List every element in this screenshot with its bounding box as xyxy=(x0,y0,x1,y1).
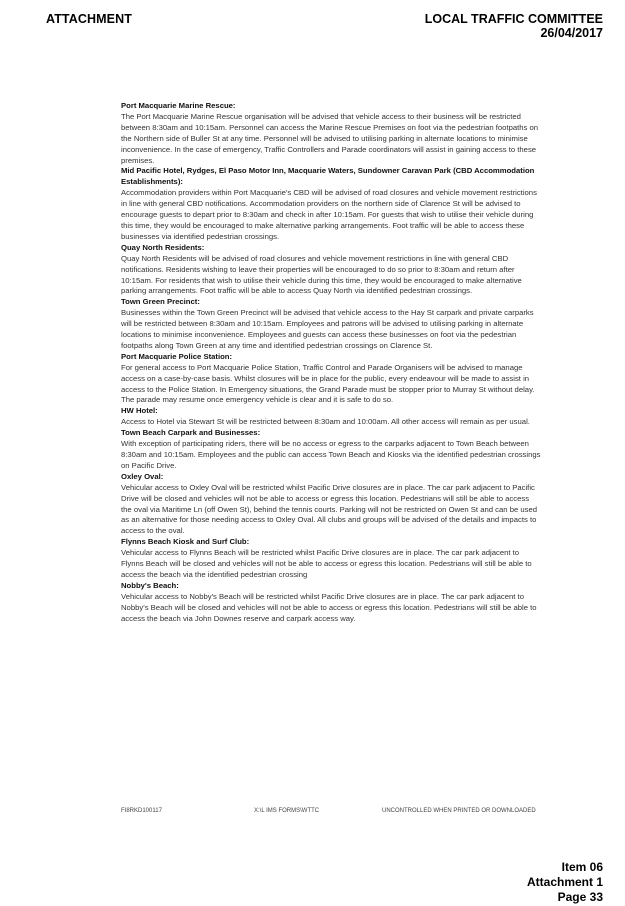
section-text: For general access to Port Macquarie Police Station, Traffic Control and Parade Organisers will be advised to manage access on a case-by-case basis. Whilst closures will be in place for the public, every endeavour will be made to assist in access to the Police Station. In Emergency situations, the Grand Parade must be stopper prior to Murray St without delay. The parade may resume once emergency vehicle is clear and it is safe to do so. xyxy=(121,362,535,405)
section xyxy=(121,472,541,537)
section-heading: Town Green Precinct: xyxy=(121,297,200,307)
section xyxy=(121,537,541,581)
section-heading: Oxley Oval: xyxy=(121,471,164,481)
section-text: Businesses within the Town Green Precinct will be advised that vehicle access to the Hay St carpark and private carparks will be restricted between 8:30am and 10:15am. Employees and patrons will be advised to utilising parking in alternate locations to minimise inconvenience. Employees and guests can access these businesses on foot via the pedestrian footpaths along Town Green at any time and identified pedestrian crossings on Clarence St. xyxy=(121,308,534,350)
section-heading: Town Beach Carpark and Businesses: xyxy=(121,428,261,438)
footer-doc-code: FI8RKD100117 xyxy=(121,808,162,814)
footer-notice: UNCONTROLLED WHEN PRINTED OR DOWNLOADED xyxy=(382,808,536,814)
section xyxy=(121,428,541,472)
section-heading: Quay North Residents: xyxy=(121,242,205,252)
section-text: Access to Hotel via Stewart St will be restricted between 8:30am and 10:00am. All other access will remain as per usual. xyxy=(121,417,530,427)
section-heading: Flynns Beach Kiosk and Surf Club: xyxy=(121,537,250,547)
section-heading: HW Hotel: xyxy=(121,406,158,416)
section-text: Accommodation providers within Port Macquarie's CBD will be advised of road closures and vehicle movement restrictions in line with general CBD notifications. Accommodation providers on the northern side of Clarence St will be advised to encourage guests to depart prior to 8:30am and check in after 10:15am. For guests that wish to utilise their vehicle during this time, they would be encouraged to make alternative parking arrangements. Foot traffic will be able to access these businesses via identified pedestrian crossings. xyxy=(121,188,537,241)
committee-title: LOCAL TRAFFIC COMMITTEE xyxy=(424,12,603,26)
footer-path: X:\L IMS FORMS\WTTC xyxy=(254,808,320,814)
header-committee xyxy=(425,12,603,40)
section xyxy=(121,101,541,166)
header-attachment: ATTACHMENT xyxy=(46,12,132,26)
section xyxy=(121,297,541,352)
document-body xyxy=(121,101,541,625)
section-text: Vehicular access to Oxley Oval will be restricted whilst Pacific Drive closures are in place. The car park adjacent to Pacific Drive will be closed and vehicles will not be able to access or egress this location. Pedestrians will still be able to access the oval via Maritime Ln (off Owen St), behind the tennis courts. Parking will not be restricted on Owen St and can be used as an alternative for those needing access to Oxley Oval. All clubs and groups will be advised of the details and impacts to access to the oval. xyxy=(121,482,538,536)
section xyxy=(121,243,541,298)
item-tag xyxy=(527,860,603,905)
section-heading: Nobby's Beach: xyxy=(121,580,179,590)
section-text: Quay North Residents will be advised of road closures and vehicle movement restrictions in line with general CBD notifications. Residents wishing to leave their properties will be encouraged to do so prior to 8:30am and return after 10:15am. For residents that wish to utilise their vehicle during this time, they would be encouraged to make alternative parking arrangements. Foot traffic will be able to access Quay North via identified pedestrian crossings. xyxy=(121,253,522,296)
section-text: Vehicular access to Nobby's Beach will be restricted whilst Pacific Drive closures are in place. The car park adjacent to Nobby's Beach will be closed and vehicles will not be able to access or egress this location. Pedestrians will still be able to access the beach via John Downes reserve and carpark access way. xyxy=(121,591,537,623)
meeting-date: 26/04/2017 xyxy=(540,26,603,40)
section-text: Vehicular access to Flynns Beach will be restricted whilst Pacific Drive closures are in place. The car park adjacent to Flynns Beach will be closed and vehicles will not be able to access or egress this location. Pedestrians will still be able to access the beach via the identified pedestrian crossing xyxy=(121,548,532,579)
section xyxy=(121,581,541,625)
section-text: The Port Macquarie Marine Rescue organisation will be advised that vehicle access to their business will be restricted between 8:30am and 10:15am. Personnel can access the Marine Rescue Premises on foot via the pedestrian footpaths on the Northern side of Buller St at any time. Personnel will be advised to utilising parking in alternate locations to minimise inconvenience. In the case of emergency, Traffic Controllers and Parade coordinators will assist in gaining access to these premises. xyxy=(121,111,539,165)
section xyxy=(121,166,541,242)
section xyxy=(121,406,541,428)
page-number: Page 33 xyxy=(557,890,603,904)
section-heading: Mid Pacific Hotel, Rydges, El Paso Motor Inn, Macquarie Waters, Sundowner Caravan Park (CBD Accommodation Establishments): xyxy=(121,166,535,187)
section-heading: Port Macquarie Police Station: xyxy=(121,351,233,361)
section-heading: Port Macquarie Marine Rescue: xyxy=(121,101,236,110)
item-number: Item 06 xyxy=(561,860,603,874)
section-text: With exception of participating riders, there will be no access or egress to the carparks adjacent to Town Beach between 8:30am and 10:15am. Employees and the public can access Town Beach and Kiosks via the identified pedestrian crossings on Pacific Drive. xyxy=(121,439,541,470)
attachment-number: Attachment 1 xyxy=(526,875,603,889)
section xyxy=(121,352,541,407)
